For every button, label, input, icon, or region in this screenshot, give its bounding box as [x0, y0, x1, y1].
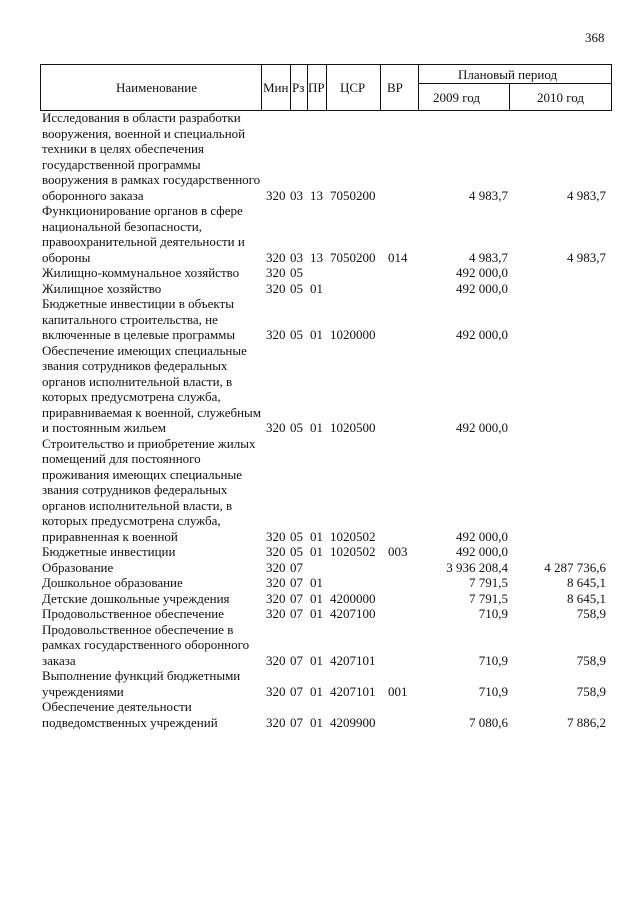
- table-row: [40, 668, 612, 699]
- row-name: Образование: [42, 559, 114, 575]
- header-divider: [418, 64, 419, 110]
- table-row: [40, 544, 612, 560]
- rz-cell: 05: [290, 280, 303, 296]
- row-name: Детские дошкольные учреждения: [42, 590, 230, 606]
- value-2009-cell: 710,9: [478, 652, 508, 668]
- row-name: Обеспечение имеющих специальные звания сотрудников федеральных органов исполнительной власти, в которых предусмотрена служба, приравниваемая к военной, служебным и постоянным жильем: [42, 342, 261, 435]
- rz-cell: 07: [290, 714, 303, 730]
- table-row: [40, 110, 612, 203]
- header-rz: Рз: [292, 80, 305, 95]
- row-name: Исследования в области разработки вооружения, военной и специальной техники в целях обеспечения государственной программы вооружения в рамках государственного оборонного заказа: [42, 110, 261, 203]
- header-divider: [261, 64, 262, 110]
- table-row: [40, 343, 612, 436]
- pr-cell: 01: [310, 590, 323, 606]
- value-2009-cell: 3 936 208,4: [446, 559, 508, 575]
- value-2009-cell: 7 791,5: [469, 590, 508, 606]
- header-csr: ЦСР: [340, 80, 366, 95]
- min-cell: 320: [266, 559, 286, 575]
- table-row: [40, 436, 612, 545]
- rz-cell: 05: [290, 544, 303, 559]
- header-divider: [290, 64, 291, 110]
- row-name: Функционирование органов в сфере национальной безопасности, правоохранительной деятельности и обороны: [42, 203, 245, 265]
- value-2010-cell: 4 983,7: [567, 249, 606, 265]
- header-pr: ПР: [308, 80, 325, 95]
- pr-cell: 01: [310, 327, 323, 342]
- pr-cell: 01: [310, 606, 323, 621]
- header-min: Мин: [263, 80, 289, 95]
- value-2009-cell: 492 000,0: [456, 544, 508, 559]
- value-2010-cell: 8 645,1: [567, 590, 606, 606]
- rz-cell: 05: [290, 528, 303, 544]
- table-row: [40, 575, 612, 591]
- csr-cell: 1020502: [330, 544, 376, 559]
- min-cell: 320: [266, 249, 286, 265]
- header-name: Наименование: [116, 80, 197, 95]
- row-name: Жилищно-коммунальное хозяйство: [42, 265, 240, 280]
- min-cell: 320: [266, 420, 286, 435]
- vr-cell: 003: [388, 544, 408, 559]
- min-cell: 320: [266, 528, 286, 544]
- pr-cell: 01: [310, 575, 323, 590]
- table-row: [40, 699, 612, 730]
- header-year-2010: 2010 год: [537, 90, 584, 105]
- min-cell: 320: [266, 187, 286, 203]
- value-2009-cell: 710,9: [478, 606, 508, 621]
- value-2009-cell: 7 080,6: [469, 714, 508, 730]
- csr-cell: 4207100: [330, 606, 376, 621]
- rz-cell: 07: [290, 590, 303, 606]
- header-year-2009: 2009 год: [433, 90, 480, 105]
- value-2009-cell: 492 000,0: [456, 265, 508, 280]
- table-body: [40, 110, 612, 730]
- value-2009-cell: 4 983,7: [469, 249, 508, 265]
- table-row: [40, 606, 612, 622]
- min-cell: 320: [266, 683, 286, 699]
- page-number: 368: [585, 30, 605, 45]
- value-2010-cell: 758,9: [576, 652, 606, 668]
- min-cell: 320: [266, 327, 286, 342]
- header-vr: ВР: [387, 80, 403, 95]
- rz-cell: 07: [290, 575, 303, 590]
- min-cell: 320: [266, 652, 286, 668]
- value-2010-cell: 4 287 736,6: [544, 559, 606, 575]
- value-2009-cell: 710,9: [478, 683, 508, 699]
- vr-cell: 001: [388, 683, 408, 699]
- row-name: Бюджетные инвестиции в объекты капитального строительства, не включенные в целевые программы: [42, 296, 236, 342]
- pr-cell: 01: [310, 280, 323, 296]
- pr-cell: 01: [310, 528, 323, 544]
- min-cell: 320: [266, 544, 286, 559]
- header-divider: [509, 83, 510, 110]
- value-2009-cell: 492 000,0: [456, 280, 508, 296]
- table-row: [40, 591, 612, 607]
- value-2010-cell: 758,9: [576, 606, 606, 621]
- row-name: Продовольственное обеспечение: [42, 606, 224, 621]
- csr-cell: 4209900: [330, 714, 376, 730]
- rz-cell: 03: [290, 187, 303, 203]
- table-row: [40, 560, 612, 576]
- pr-cell: 13: [310, 249, 323, 265]
- min-cell: 320: [266, 575, 286, 590]
- min-cell: 320: [266, 280, 286, 296]
- table-header: [40, 64, 612, 110]
- value-2009-cell: 4 983,7: [469, 187, 508, 203]
- table-row: [40, 622, 612, 669]
- pr-cell: 01: [310, 544, 323, 559]
- value-2009-cell: 7 791,5: [469, 575, 508, 590]
- value-2009-cell: 492 000,0: [456, 327, 508, 342]
- csr-cell: 1020000: [330, 327, 376, 342]
- header-divider: [611, 64, 612, 110]
- row-name: Жилищное хозяйство: [42, 280, 162, 296]
- vr-cell: 014: [388, 249, 408, 265]
- csr-cell: 7050200: [330, 187, 376, 203]
- csr-cell: 1020500: [330, 420, 376, 435]
- csr-cell: 4207101: [330, 652, 376, 668]
- rz-cell: 05: [290, 265, 303, 280]
- pr-cell: 01: [310, 652, 323, 668]
- value-2010-cell: 7 886,2: [567, 714, 606, 730]
- min-cell: 320: [266, 714, 286, 730]
- min-cell: 320: [266, 265, 286, 280]
- row-name: Дошкольное образование: [42, 575, 183, 590]
- value-2010-cell: 4 983,7: [567, 187, 606, 203]
- rz-cell: 07: [290, 652, 303, 668]
- header-divider: [326, 64, 327, 110]
- min-cell: 320: [266, 606, 286, 621]
- header-mid-border: [418, 83, 612, 84]
- row-name: Строительство и приобретение жилых помещений для постоянного проживания имеющих специальные звания сотрудников федеральных органов исполнительной власти, в которых предусмотрена служба, приравненная к военной: [42, 435, 256, 544]
- table-row: [40, 281, 612, 297]
- header-planned-period: Плановый период: [458, 67, 558, 82]
- pr-cell: 01: [310, 714, 323, 730]
- value-2009-cell: 492 000,0: [456, 420, 508, 435]
- rz-cell: 07: [290, 683, 303, 699]
- rz-cell: 03: [290, 249, 303, 265]
- header-divider: [40, 64, 41, 110]
- pr-cell: 13: [310, 187, 323, 203]
- csr-cell: 4200000: [330, 590, 376, 606]
- value-2010-cell: 8 645,1: [567, 575, 606, 590]
- rz-cell: 07: [290, 606, 303, 621]
- pr-cell: 01: [310, 683, 323, 699]
- csr-cell: 1020502: [330, 528, 376, 544]
- value-2009-cell: 492 000,0: [456, 528, 508, 544]
- pr-cell: 01: [310, 420, 323, 435]
- table-row: [40, 203, 612, 265]
- csr-cell: 7050200: [330, 249, 376, 265]
- row-name: Выполнение функций бюджетными учреждениями: [42, 668, 241, 699]
- rz-cell: 05: [290, 420, 303, 435]
- value-2010-cell: 758,9: [576, 683, 606, 699]
- rz-cell: 05: [290, 327, 303, 342]
- rz-cell: 07: [290, 559, 303, 575]
- row-name: Бюджетные инвестиции: [42, 544, 176, 559]
- table-row: [40, 265, 612, 281]
- table-row: [40, 296, 612, 343]
- row-name: Продовольственное обеспечение в рамках государственного оборонного заказа: [42, 621, 250, 668]
- csr-cell: 4207101: [330, 683, 376, 699]
- row-name: Обеспечение деятельности подведомственных учреждений: [42, 699, 218, 730]
- min-cell: 320: [266, 590, 286, 606]
- header-divider: [380, 64, 381, 110]
